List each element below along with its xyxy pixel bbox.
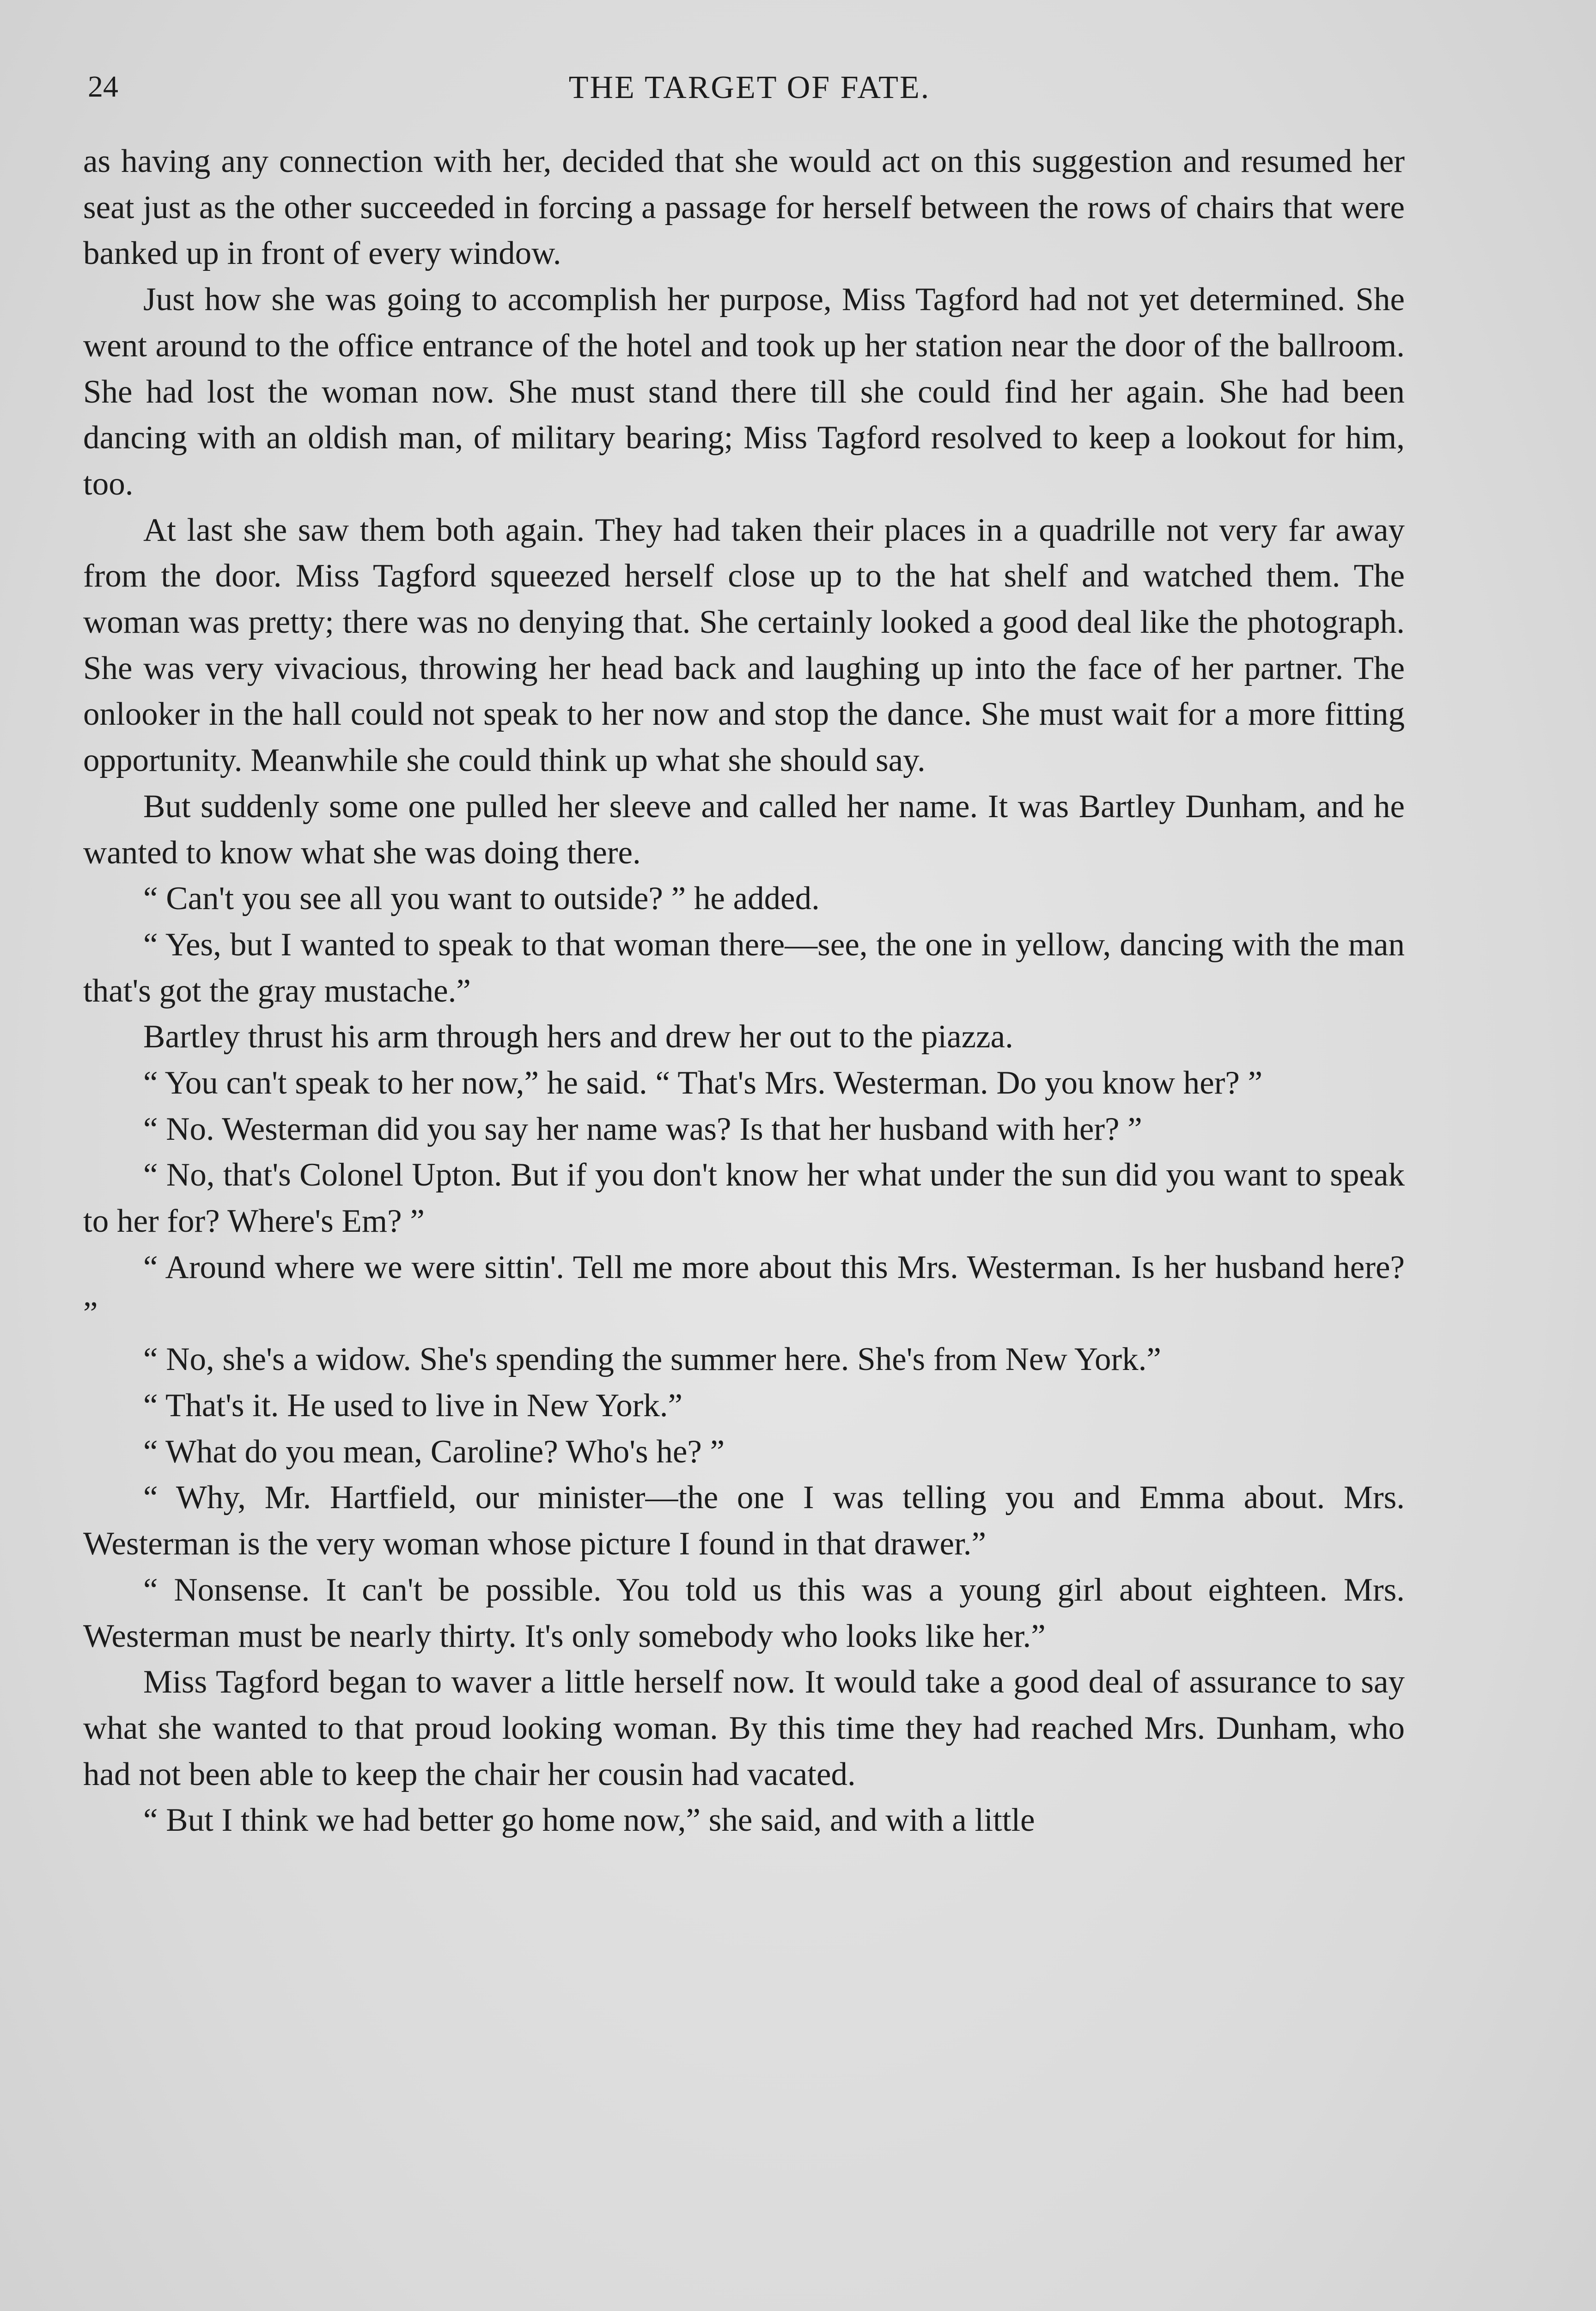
- dialogue-line: “ You can't speak to her now,” he said. “ That's Mrs. Westerman. Do you know her? ”: [143, 1065, 1263, 1101]
- dialogue-line: “ No. Westerman did you say her name was? Is that her husband with her? ”: [143, 1111, 1142, 1147]
- paragraph: Bartley thrust his arm through hers and drew her out to the piazza.: [143, 1019, 1013, 1055]
- paragraph: Miss Tagford began to waver a little herself now. It would take a good deal of assurance to say what she wanted to that proud looking woman. By this time they had reached Mrs. Dunham, who had not been able to keep the chair her cousin had vacated.: [83, 1664, 1405, 1792]
- paragraph: At last she saw them both again. They had taken their places in a quadrille not very far away from the door. Miss Tagford squeezed herself close up to the hat shelf and watched them. The woman was pretty; there was no denying that. She certainly looked a good deal like the photograph. She was very vivacious, throwing her head back and laughing up into the face of her partner. The onlooker in the hall could not speak to her now and stop the dance. She must wait for a more fitting opportunity. Meanwhile she could think up what she should say.: [83, 512, 1405, 779]
- dialogue-line: “ What do you mean, Caroline? Who's he? ”: [143, 1433, 725, 1470]
- body-text: [83, 139, 1405, 1844]
- dialogue-line: “ No, she's a widow. She's spending the summer here. She's from New York.”: [143, 1341, 1161, 1378]
- dialogue-line: “ That's it. He used to live in New York.”: [143, 1387, 683, 1424]
- page-number: 24: [88, 70, 118, 104]
- running-head: [79, 69, 1420, 120]
- paragraph: Just how she was going to accomplish her purpose, Miss Tagford had not yet determined. She went around to the office entrance of the hotel and took up her station near the door of the ballroom. She had lost the woman now. She must stand there till she could find her again. She had been dancing with an oldish man, of military bearing; Miss Tagford resolved to keep a lookout for him, too.: [83, 281, 1405, 502]
- dialogue-line: “ Yes, but I wanted to speak to that woman there—see, the one in yellow, dancing with the man that's got the gray mustache.”: [83, 926, 1405, 1009]
- dialogue-line: “ No, that's Colonel Upton. But if you don't know her what under the sun did you want to speak to her for? Where's Em? ”: [83, 1157, 1405, 1240]
- dialogue-line: “ Nonsense. It can't be possible. You told us this was a young girl about eighteen. Mrs. Westerman must be nearly thirty. It's only somebody who looks like her.”: [83, 1571, 1405, 1654]
- dialogue-line: “ Can't you see all you want to outside? ” he added.: [143, 880, 820, 917]
- dialogue-line: “ Around where we were sittin'. Tell me more about this Mrs. Westerman. Is her husband here? ”: [83, 1249, 1405, 1332]
- dialogue-line: “ Why, Mr. Hartfield, our minister—the one I was telling you and Emma about. Mrs. Westerman is the very woman whose picture I found in that drawer.”: [83, 1480, 1405, 1562]
- paragraph: But suddenly some one pulled her sleeve and called her name. It was Bartley Dunham, and he wanted to know what she was doing there.: [83, 788, 1405, 871]
- book-title: THE TARGET OF FATE.: [568, 70, 931, 105]
- paragraph: as having any connection with her, decided that she would act on this suggestion and resumed her seat just as the other succeeded in forcing a passage for herself between the rows of chairs that were banked up in front of every window.: [83, 143, 1405, 272]
- dialogue-line: “ But I think we had better go home now,” she said, and with a little: [143, 1802, 1035, 1839]
